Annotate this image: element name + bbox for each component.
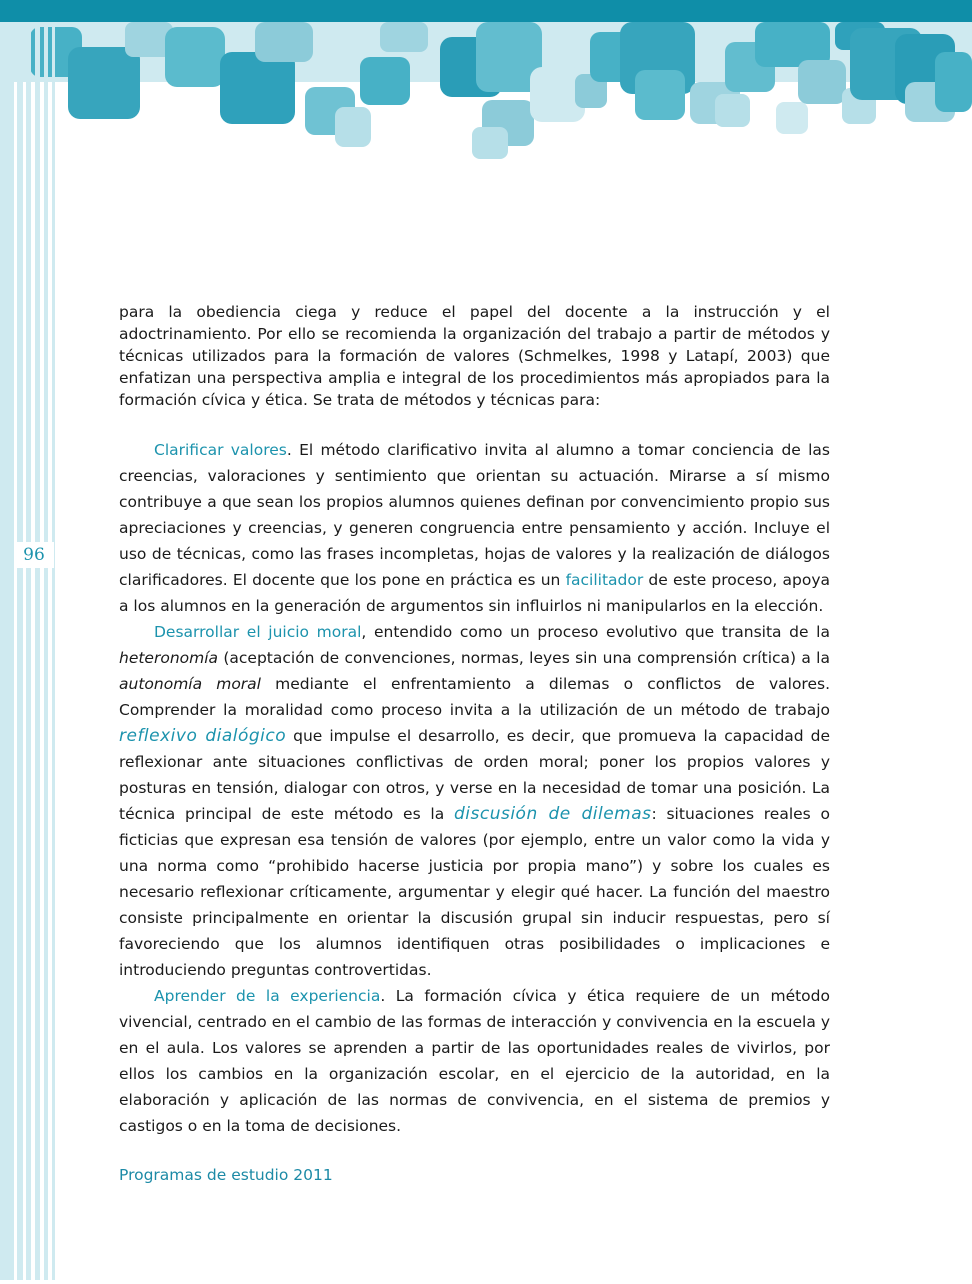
intro-paragraph <box>119 301 830 411</box>
paragraph-clarificar <box>119 437 830 619</box>
term-facilitador: facilitador <box>565 571 644 589</box>
header-decoration <box>0 22 972 162</box>
paragraph-experiencia <box>119 983 830 1139</box>
juicio-text-2: (aceptación de convenciones, normas, leyes sin una comprensión crítica) a la <box>218 649 830 667</box>
page-number: 96 <box>14 542 54 568</box>
juicio-text-3: mediante el enfrentamiento a dilemas o conflictos de valores. Comprender la moralidad como proceso invita a la utilización de un método de trabajo <box>119 675 831 719</box>
intro-text: para la obediencia ciega y reduce el papel del docente a la instrucción y el adoctrinamiento. Por ello se recomienda la organización del trabajo a partir de métodos y técnicas utilizados para la formación de valores (Schmelkes, 1998 y Latapí, 2003) que enfatizan una perspectiva amplia e integral de los procedimientos más apropiados para la formación cívica y ética. Se trata de métodos y técnicas para: <box>119 303 830 409</box>
heading-juicio: Desarrollar el juicio moral <box>154 623 362 641</box>
term-discusion-dilemas: discusión de dilemas <box>453 804 652 824</box>
paragraph-juicio <box>119 619 830 983</box>
juicio-text-5: : situaciones reales o ficticias que expresan esa tensión de valores (por ejemplo, entre un valor como la vida y una norma como “prohibido hacerse justicia por propia mano”) y sobre los cuales es necesario reflexionar críticamente, argumentar y elegir qué hacer. La función del maestro consiste principalmente en orientar la discusión grupal sin inducir respuestas, pero sí favoreciendo que los alumnos identifiquen otras posibilidades o implicaciones e introduciendo preguntas controvertidas. <box>119 805 831 979</box>
header-top-bar <box>0 0 972 22</box>
heading-experiencia: Aprender de la experiencia <box>154 987 381 1005</box>
clarificar-text-2: de este proceso, apoya a los alumnos en la generación de argumentos sin influirlos ni manipularlos en la elección. <box>119 571 831 615</box>
term-autonomia: autonomía moral <box>119 675 261 693</box>
main-text <box>119 437 830 1139</box>
experiencia-text: . La formación cívica y ética requiere de un método vivencial, centrado en el cambio de las formas de interacción y convivencia en la escuela y en el aula. Los valores se aprenden a partir de las oportunidades reales de vivirlos, por ellos los cambios en la organización escolar, en el ejercicio de la autoridad, en la elaboración y aplicación de las normas de convivencia, en el sistema de premios y castigos o en la toma de decisiones. <box>119 987 830 1135</box>
footer-title: Programas de estudio 2011 <box>119 1166 333 1184</box>
term-reflexivo-dialogico: reflexivo dialógico <box>119 726 287 746</box>
juicio-text-1: , entendido como un proceso evolutivo que transita de la <box>361 623 830 641</box>
juicio-text-4: que impulse el desarrollo, es decir, que promueva la capacidad de reflexionar ante situaciones conflictivas de orden moral; poner los propios valores y posturas en tensión, dialogar con otros, y verse en la necesidad de tomar una posición. La técnica principal de este método es la <box>119 727 830 823</box>
clarificar-text-1: . El método clarificativo invita al alumno a tomar conciencia de las creencias, valoraciones y sentimiento que orientan su actuación. Mirarse a sí mismo contribuye a que sean los propios alumnos quienes definan por convencimiento propio sus apreciaciones y creencias, y generen congruencia entre pensamiento y acción. Incluye el uso de técnicas, como las frases incompletas, hojas de valores y la realización de diálogos clarificadores. El docente que los pone en práctica es un <box>119 441 830 589</box>
heading-clarificar: Clarificar valores <box>154 441 287 459</box>
left-stripes <box>0 22 60 1280</box>
term-heteronomia: heteronomía <box>119 649 219 667</box>
